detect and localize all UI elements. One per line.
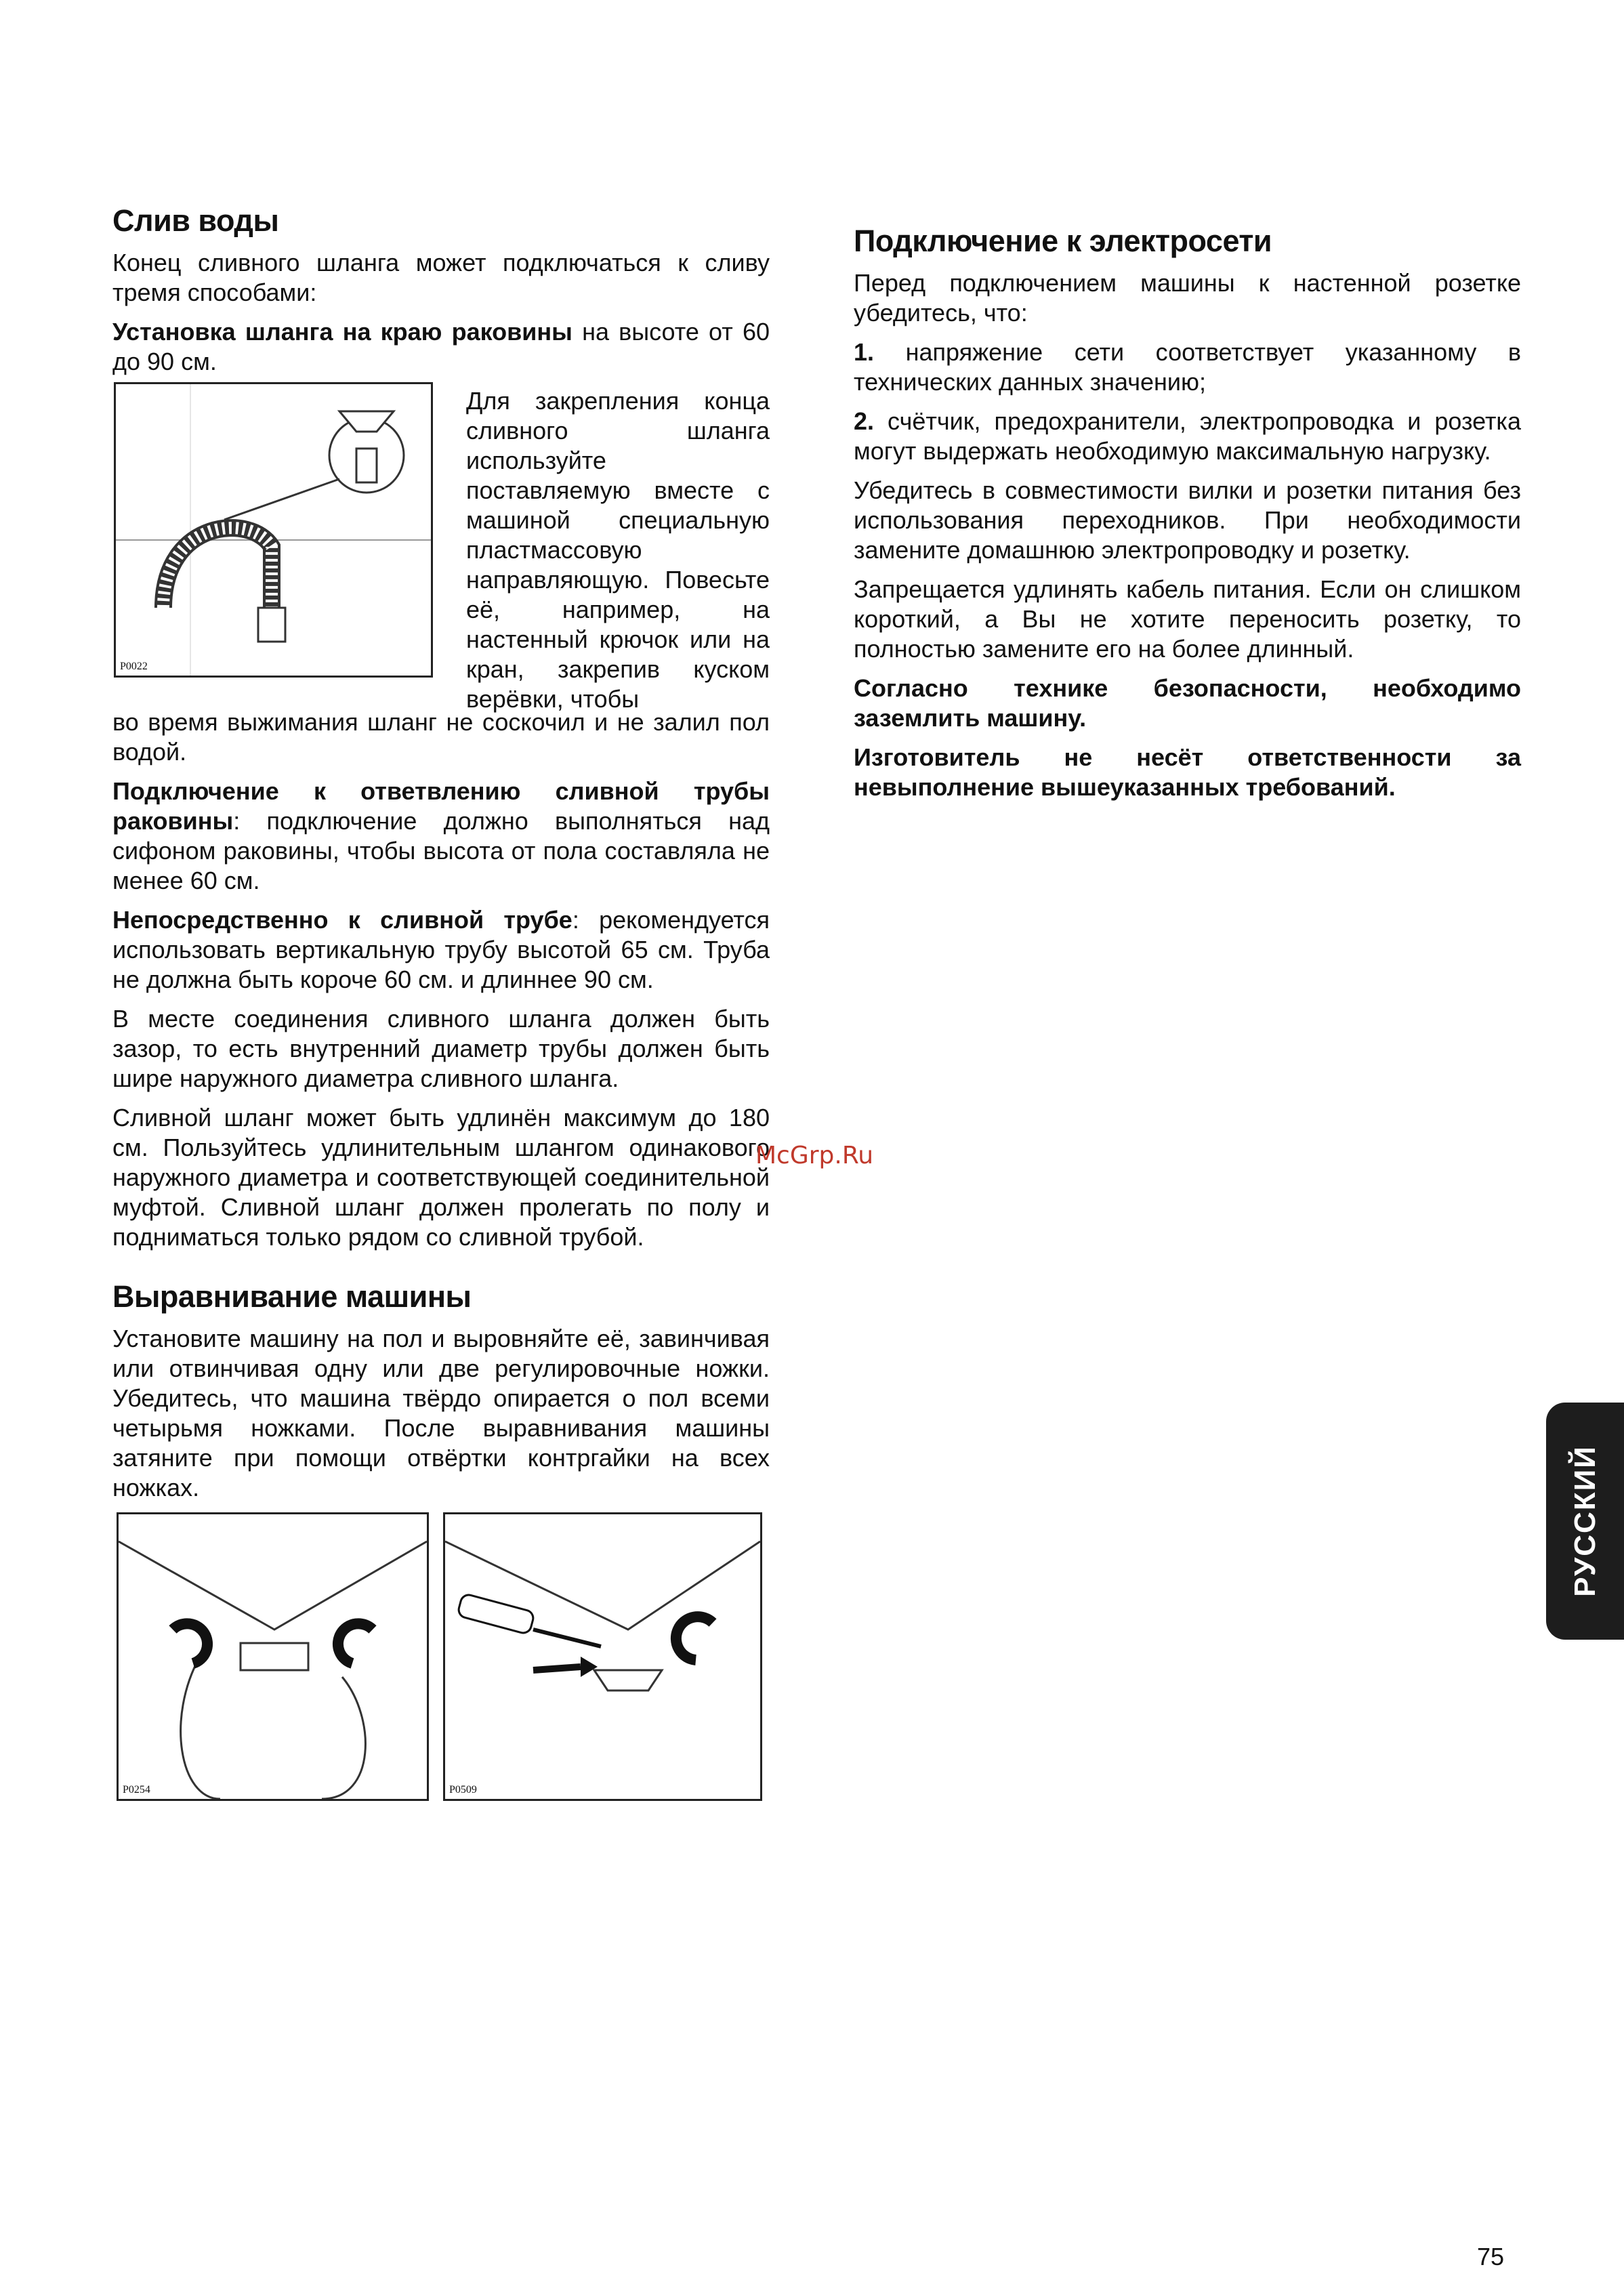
hose-illustration [116,384,431,676]
plug-paragraph: Убедитесь в совместимости вилки и розетки питания без использования переходников. При необходимости замените домашнюю электропроводку и розетку. [854,476,1521,564]
item1-number: 1. [854,338,875,366]
figure3-label: P0509 [449,1784,477,1796]
leveling-figures [112,1512,770,1810]
figure1-hose-sink [114,382,433,678]
leveling-title: Выравнивание машины [112,1279,472,1314]
figure2-label: P0254 [123,1784,150,1796]
figure3-screwdriver [443,1512,762,1801]
figure1-caption: Для закрепления конца сливного шланга используйте поставляемую вместе с машиной специальную пластмассовую направляющую. Повесьте её, например, на настенный крючок или на кран, закрепив куском верёвки, чтобы [466,387,770,713]
screwdriver-illustration [445,1514,760,1799]
method1-bold: Установка шланга на краю раковины [112,318,572,346]
method2-rest: : подключение должно выполняться над сифоном раковины, чтобы высота от пола составляла не менее 60 см. [112,807,770,894]
page-number: 75 [1477,2243,1505,2270]
drain-title: Слив воды [112,203,279,238]
safety-paragraph: Согласно технике безопасности, необходимо заземлить машину. [854,674,1521,732]
language-tab [1546,1403,1624,1640]
method1-paragraph [112,317,770,377]
item2-text: счётчик, предохранители, электропроводка и розетка могут выдержать необходимую максимальную нагрузку. [854,407,1521,465]
language-tab-label: РУССКИЙ [1568,1445,1602,1597]
method1-rest: на высоте от 60 до 90 см. [112,318,770,375]
watermark: McGrp.Ru [755,1142,874,1169]
method1-continuation: во время выжимания шланг не соскочил и не залил пол водой. [112,708,770,766]
extend-paragraph: Сливной шланг может быть удлинён максимум до 180 см. Пользуйтесь удлинительным шлангом одинакового наружного диаметра и соответствующей соединительной муфтой. Сливной шланг должен пролегать по полу и подниматься только рядом со сливной трубой. [112,1104,770,1251]
cable-paragraph: Запрещается удлинять кабель питания. Если он слишком короткий, а Вы не хотите переносить розетку, то полностью замените его на более длинный. [854,575,1521,663]
method3-bold: Непосредственно к сливной трубе [112,906,572,934]
electric-item-2 [854,407,1521,466]
method3-paragraph [112,905,770,995]
electric-intro: Перед подключением машины к настенной розетке убедитесь, что: [854,269,1521,327]
leveling-text: Установите машину на пол и выровняйте её, завинчивая или отвинчивая одну или две регулировочные ножки. Убедитесь, что машина твёрдо опирается о пол всеми четырьмя ножками. После выравнивания машины затяните при помощи отвёртки контргайки на всех ножках. [112,1325,770,1501]
method2-bold: Подключение к ответвлению сливной трубы раковины [112,777,770,835]
electric-item-1 [854,337,1521,397]
electric-title: Подключение к электросети [854,224,1272,258]
item1-text: напряжение сети соответствует указанному в технических данных значению; [854,338,1521,396]
left-column [112,203,770,1810]
figure2-hand-feet [117,1512,429,1801]
figure1-label: P0022 [120,661,148,672]
hand-adjust-illustration [119,1514,427,1799]
liability-paragraph: Изготовитель не несёт ответственности за невыполнение вышеуказанных требований. [854,743,1521,801]
item2-number: 2. [854,407,875,435]
figure1-block [112,382,770,713]
right-column [854,224,1521,812]
gap-paragraph: В месте соединения сливного шланга должен быть зазор, то есть внутренний диаметр трубы должен быть шире наружного диаметра сливного шланга. [112,1005,770,1092]
drain-intro: Конец сливного шланга может подключаться к сливу тремя способами: [112,249,770,306]
method2-paragraph [112,776,770,896]
method3-rest: : рекомендуется использовать вертикальную трубу высотой 65 см. Труба не должна быть короче 60 см. и длиннее 90 см. [112,906,770,993]
